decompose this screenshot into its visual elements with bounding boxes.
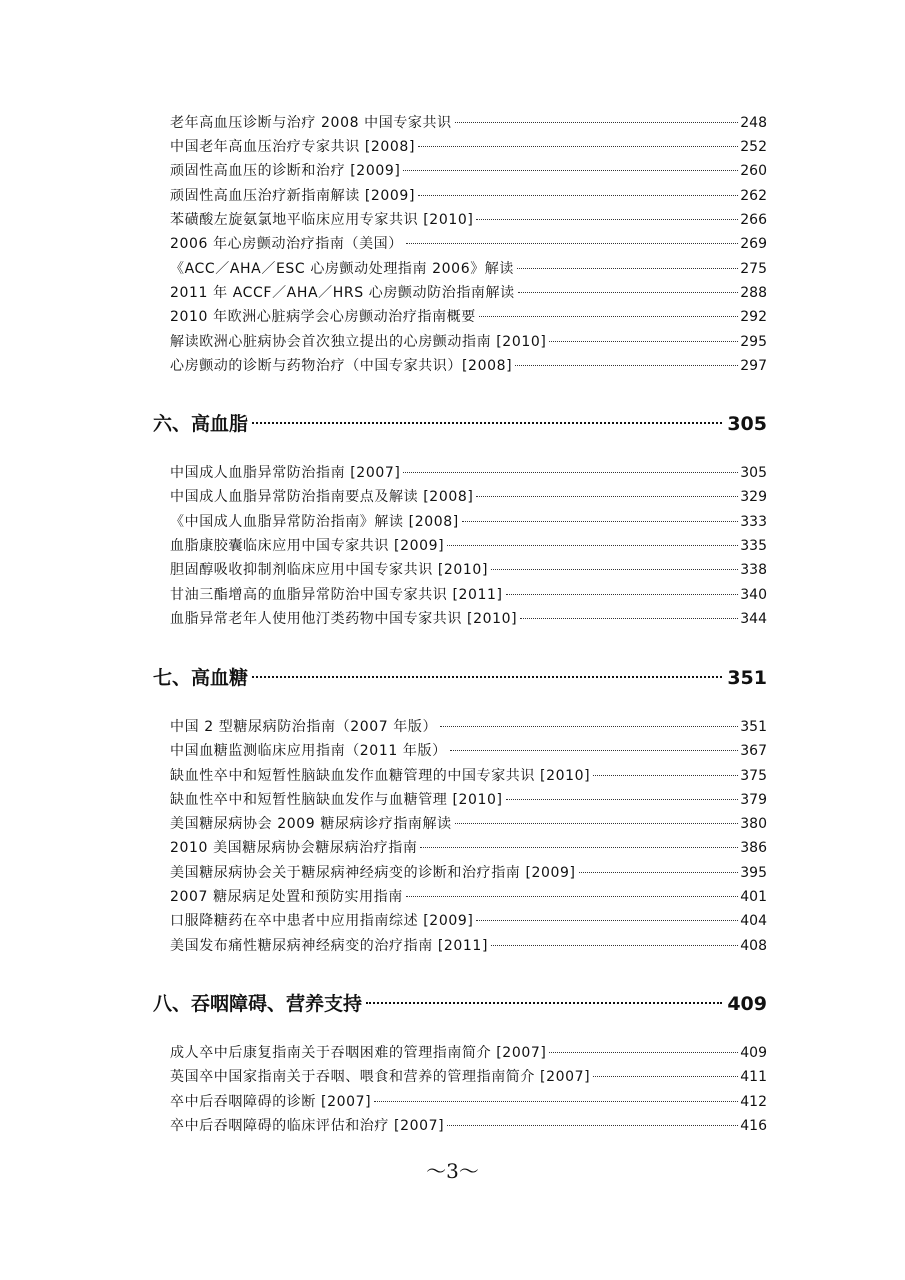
toc-entry[interactable] bbox=[170, 839, 767, 859]
entry-page: 344 bbox=[740, 611, 767, 627]
entry-page: 260 bbox=[740, 163, 767, 179]
toc-entry[interactable] bbox=[170, 912, 767, 932]
toc-entry[interactable] bbox=[170, 187, 767, 207]
entry-page: 412 bbox=[740, 1094, 767, 1110]
section-title: 六、高血脂 bbox=[153, 413, 249, 435]
dot-leader bbox=[491, 569, 738, 570]
dot-leader bbox=[593, 1076, 738, 1077]
entry-title: 口服降糖药在卒中患者中应用指南综述 [2009] bbox=[170, 913, 474, 929]
entry-page: 401 bbox=[740, 889, 767, 905]
toc-entry[interactable] bbox=[170, 1068, 767, 1088]
entry-title: 中国血糖监测临床应用指南（2011 年版） bbox=[170, 743, 447, 759]
toc-entry[interactable] bbox=[170, 586, 767, 606]
dot-leader bbox=[491, 945, 738, 946]
entry-page: 404 bbox=[740, 913, 767, 929]
toc-entry[interactable] bbox=[170, 537, 767, 557]
entry-title: 2010 年欧洲心脏病学会心房颤动治疗指南概要 bbox=[170, 309, 476, 325]
entry-title: 中国成人血脂异常防治指南 [2007] bbox=[170, 465, 401, 481]
section-page: 351 bbox=[727, 667, 767, 689]
entry-title: 中国老年高血压治疗专家共识 [2008] bbox=[170, 139, 416, 155]
dot-leader bbox=[479, 316, 738, 317]
toc-entry[interactable] bbox=[170, 561, 767, 581]
dot-leader bbox=[506, 799, 739, 800]
entry-title: 老年高血压诊断与治疗 2008 中国专家共识 bbox=[170, 115, 452, 131]
toc-entry[interactable] bbox=[170, 718, 767, 738]
page-number: ～3～ bbox=[426, 1159, 479, 1183]
entry-page: 292 bbox=[740, 309, 767, 325]
entry-page: 329 bbox=[740, 489, 767, 505]
toc-entry[interactable] bbox=[170, 235, 767, 255]
dot-leader bbox=[462, 521, 738, 522]
entry-title: 中国 2 型糖尿病防治指南（2007 年版） bbox=[170, 719, 438, 735]
dot-leader bbox=[418, 195, 738, 196]
dot-leader bbox=[366, 1002, 722, 1004]
dot-leader bbox=[252, 422, 722, 424]
dot-leader bbox=[593, 775, 738, 776]
section-heading-6[interactable] bbox=[153, 412, 767, 438]
entry-title: 顽固性高血压的诊断和治疗 [2009] bbox=[170, 163, 401, 179]
entry-page: 333 bbox=[740, 514, 767, 530]
section-title: 七、高血糖 bbox=[153, 667, 249, 689]
toc-entry[interactable] bbox=[170, 610, 767, 630]
toc-entry[interactable] bbox=[170, 767, 767, 787]
entry-page: 380 bbox=[740, 816, 767, 832]
entry-page: 367 bbox=[740, 743, 767, 759]
entry-page: 340 bbox=[740, 587, 767, 603]
entry-page: 338 bbox=[740, 562, 767, 578]
entry-title: 美国发布痛性糖尿病神经病变的治疗指南 [2011] bbox=[170, 938, 489, 954]
entry-title: 中国成人血脂异常防治指南要点及解读 [2008] bbox=[170, 489, 474, 505]
entry-page: 375 bbox=[740, 768, 767, 784]
entry-page: 395 bbox=[740, 865, 767, 881]
dot-leader bbox=[518, 292, 739, 293]
dot-leader bbox=[476, 496, 738, 497]
entry-title: 血脂康胶囊临床应用中国专家共识 [2009] bbox=[170, 538, 445, 554]
dot-leader bbox=[579, 872, 739, 873]
toc-entry[interactable] bbox=[170, 333, 767, 353]
entry-page: 416 bbox=[740, 1118, 767, 1134]
toc-entry[interactable] bbox=[170, 815, 767, 835]
toc-entry[interactable] bbox=[170, 464, 767, 484]
entry-title: 心房颤动的诊断与药物治疗（中国专家共识）[2008] bbox=[170, 358, 513, 374]
dot-leader bbox=[476, 920, 738, 921]
entry-page: 266 bbox=[740, 212, 767, 228]
dot-leader bbox=[520, 618, 738, 619]
toc-entry[interactable] bbox=[170, 937, 767, 957]
entry-title: 美国糖尿病协会关于糖尿病神经病变的诊断和治疗指南 [2009] bbox=[170, 865, 576, 881]
toc-entry[interactable] bbox=[170, 138, 767, 158]
toc-entry[interactable] bbox=[170, 308, 767, 328]
dot-leader bbox=[418, 146, 738, 147]
entry-page: 269 bbox=[740, 236, 767, 252]
toc-entry[interactable] bbox=[170, 284, 767, 304]
entry-title: 解读欧洲心脏病协会首次独立提出的心房颤动指南 [2010] bbox=[170, 334, 547, 350]
toc-entry[interactable] bbox=[170, 1044, 767, 1064]
entry-title: 英国卒中国家指南关于吞咽、喂食和营养的管理指南简介 [2007] bbox=[170, 1069, 591, 1085]
entry-title: 苯磺酸左旋氨氯地平临床应用专家共识 [2010] bbox=[170, 212, 474, 228]
toc-entry[interactable] bbox=[170, 260, 767, 280]
dot-leader bbox=[252, 676, 722, 678]
toc-entry[interactable] bbox=[170, 357, 767, 377]
toc-entry[interactable] bbox=[170, 742, 767, 762]
toc-entry[interactable] bbox=[170, 1117, 767, 1137]
entry-page: 409 bbox=[740, 1045, 767, 1061]
section-title: 八、吞咽障碍、营养支持 bbox=[153, 993, 363, 1015]
entry-page: 351 bbox=[740, 719, 767, 735]
entry-title: 2007 糖尿病足处置和预防实用指南 bbox=[170, 889, 403, 905]
entry-page: 335 bbox=[740, 538, 767, 554]
dot-leader bbox=[403, 472, 738, 473]
entry-title: 美国糖尿病协会 2009 糖尿病诊疗指南解读 bbox=[170, 816, 452, 832]
toc-entry[interactable] bbox=[170, 488, 767, 508]
dot-leader bbox=[506, 594, 739, 595]
entry-page: 386 bbox=[740, 840, 767, 856]
entry-title: 《中国成人血脂异常防治指南》解读 [2008] bbox=[170, 514, 459, 530]
dot-leader bbox=[406, 896, 738, 897]
section-page: 409 bbox=[727, 993, 767, 1015]
entry-title: 胆固醇吸收抑制剂临床应用中国专家共识 [2010] bbox=[170, 562, 489, 578]
dot-leader bbox=[549, 341, 738, 342]
entry-title: 《ACC／AHA／ESC 心房颤动处理指南 2006》解读 bbox=[170, 261, 514, 277]
section-heading-7[interactable] bbox=[153, 666, 767, 692]
toc-entry[interactable] bbox=[170, 864, 767, 884]
entry-title: 血脂异常老年人使用他汀类药物中国专家共识 [2010] bbox=[170, 611, 518, 627]
dot-leader bbox=[517, 268, 738, 269]
dot-leader bbox=[476, 219, 738, 220]
entry-title: 缺血性卒中和短暂性脑缺血发作与血糖管理 [2010] bbox=[170, 792, 503, 808]
dot-leader bbox=[447, 545, 738, 546]
entry-page: 295 bbox=[740, 334, 767, 350]
section-page: 305 bbox=[727, 413, 767, 435]
toc-entry[interactable] bbox=[170, 513, 767, 533]
dot-leader bbox=[549, 1052, 738, 1053]
dot-leader bbox=[455, 122, 739, 123]
entry-page: 262 bbox=[740, 188, 767, 204]
toc-entry[interactable] bbox=[170, 114, 767, 134]
dot-leader bbox=[515, 365, 738, 366]
entry-page: 248 bbox=[740, 115, 767, 131]
dot-leader bbox=[374, 1101, 738, 1102]
dot-leader bbox=[420, 847, 738, 848]
entry-title: 2010 美国糖尿病协会糖尿病治疗指南 bbox=[170, 840, 418, 856]
entry-page: 288 bbox=[740, 285, 767, 301]
entry-page: 252 bbox=[740, 139, 767, 155]
entry-page: 379 bbox=[740, 792, 767, 808]
entry-title: 2011 年 ACCF／AHA／HRS 心房颤动防治指南解读 bbox=[170, 285, 515, 301]
entry-page: 275 bbox=[740, 261, 767, 277]
entry-title: 卒中后吞咽障碍的诊断 [2007] bbox=[170, 1094, 372, 1110]
entry-title: 甘油三酯增高的血脂异常防治中国专家共识 [2011] bbox=[170, 587, 503, 603]
entry-page: 297 bbox=[740, 358, 767, 374]
dot-leader bbox=[447, 1125, 738, 1126]
toc-entry[interactable] bbox=[170, 1093, 767, 1113]
toc-entry[interactable] bbox=[170, 162, 767, 182]
toc-entry[interactable] bbox=[170, 888, 767, 908]
entry-page: 411 bbox=[740, 1069, 767, 1085]
toc-entry[interactable] bbox=[170, 791, 767, 811]
entry-title: 2006 年心房颤动治疗指南（美国） bbox=[170, 236, 403, 252]
section-heading-8[interactable] bbox=[153, 992, 767, 1018]
entry-title: 成人卒中后康复指南关于吞咽困难的管理指南简介 [2007] bbox=[170, 1045, 547, 1061]
entry-title: 顽固性高血压治疗新指南解读 [2009] bbox=[170, 188, 416, 204]
dot-leader bbox=[406, 243, 738, 244]
dot-leader bbox=[440, 726, 738, 727]
dot-leader bbox=[450, 750, 739, 751]
entry-page: 305 bbox=[740, 465, 767, 481]
entry-page: 408 bbox=[740, 938, 767, 954]
dot-leader bbox=[455, 823, 739, 824]
toc-entry[interactable] bbox=[170, 211, 767, 231]
entry-title: 卒中后吞咽障碍的临床评估和治疗 [2007] bbox=[170, 1118, 445, 1134]
dot-leader bbox=[403, 170, 738, 171]
entry-title: 缺血性卒中和短暂性脑缺血发作血糖管理的中国专家共识 [2010] bbox=[170, 768, 591, 784]
